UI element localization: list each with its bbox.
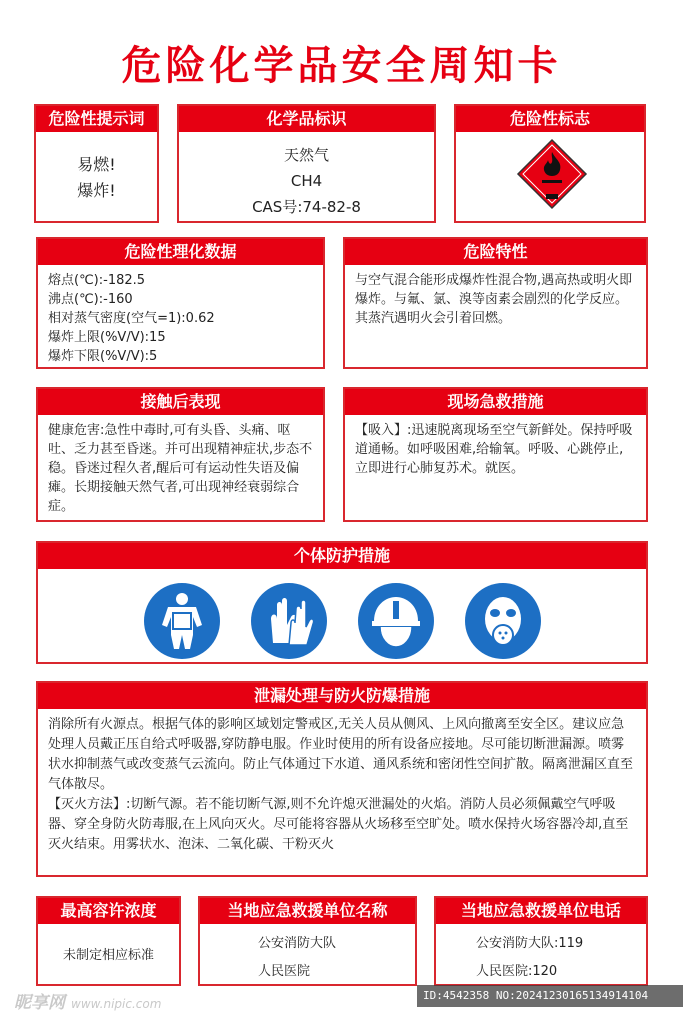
rescue-phone-box bbox=[434, 896, 648, 986]
leak-fire-box bbox=[36, 681, 648, 877]
contact-symptoms-heading: 接触后表现 bbox=[38, 389, 323, 415]
protective-gloves-icon bbox=[251, 583, 327, 659]
hazard-properties-heading: 危险特性 bbox=[345, 239, 646, 265]
chemical-formula: CH4 bbox=[290, 172, 323, 190]
chemical-name: 天然气 bbox=[283, 146, 329, 164]
upper-explosive-limit: 爆炸上限(%V/V):15 bbox=[48, 330, 166, 345]
image-id-bar: ID:4542358 NO:20241230165134914104 bbox=[417, 985, 683, 1007]
rescue-unit-fire-brigade: 公安消防大队 bbox=[258, 936, 337, 951]
max-concentration-box bbox=[36, 896, 181, 986]
watermark-brand: 昵享网 bbox=[14, 993, 65, 1013]
max-concentration-heading: 最高容许浓度 bbox=[38, 898, 179, 924]
hazard-sign-box bbox=[454, 104, 646, 223]
melting-point: 熔点(℃):-182.5 bbox=[48, 273, 146, 288]
hazard-words-heading: 危险性提示词 bbox=[36, 106, 157, 132]
chemical-identity-heading: 化学品标识 bbox=[179, 106, 434, 132]
physchem-data-box bbox=[36, 237, 325, 369]
boiling-point: 沸点(℃):-160 bbox=[48, 292, 133, 307]
physchem-data-heading: 危险性理化数据 bbox=[38, 239, 323, 265]
rescue-phone-fire-brigade: 公安消防大队:119 bbox=[476, 936, 584, 951]
contact-symptoms-text: 健康危害:急性中毒时,可有头昏、头痛、呕吐、乏力甚至昏迷。并可出现精神症状,步态不稳。昏迷过程久者,醒后可有运动性失语及偏瘫。长期接触天然气者,可出现神经衰弱综合症。 bbox=[48, 423, 313, 514]
hazard-properties-box bbox=[343, 237, 648, 369]
page-title: 危险化学品安全周知卡 bbox=[121, 43, 562, 89]
ppe-heading: 个体防护措施 bbox=[38, 543, 646, 569]
max-concentration-text: 未制定相应标准 bbox=[62, 948, 154, 963]
watermark bbox=[14, 988, 161, 1013]
protective-suit-icon bbox=[144, 583, 220, 659]
rescue-phone-hospital: 人民医院:120 bbox=[476, 964, 558, 979]
lower-explosive-limit: 爆炸下限(%V/V):5 bbox=[48, 349, 158, 364]
flammable-gas-diamond-icon bbox=[516, 138, 588, 210]
gas-mask-icon bbox=[465, 583, 541, 659]
leak-handling-text: 消除所有火源点。根据气体的影响区域划定警戒区,无关人员从侧风、上风向撤离至安全区。建议应急处理人员戴正压自给式呼吸器,穿防静电服。作业时使用的所有设备应接地。尽可能切断泄漏源。喷雾状水抑制蒸气或改变蒸气云流向。防止气体通过下水道、通风系统和密闭性空间扩散。隔离泄漏区直至气体散尽。 bbox=[48, 717, 634, 792]
hazard-sign-heading: 危险性标志 bbox=[456, 106, 644, 132]
chemical-identity-box bbox=[177, 104, 436, 223]
contact-symptoms-box bbox=[36, 387, 325, 522]
ppe-box bbox=[36, 541, 648, 664]
watermark-url: www.nipic.com bbox=[71, 997, 162, 1011]
fire-fighting-text: 【灭火方法】:切断气源。若不能切断气源,则不允许熄灭泄漏处的火焰。消防人员必须佩戴空气呼吸器、穿全身防火防毒服,在上风向灭火。尽可能将容器从火场移至空旷处。喷水保持火场容器冷却,直至灭火结束。用雾状水、泡沫、二氧化碳、干粉灭火 bbox=[48, 797, 629, 852]
first-aid-heading: 现场急救措施 bbox=[345, 389, 646, 415]
first-aid-box bbox=[343, 387, 648, 522]
first-aid-text: 【吸入】:迅速脱离现场至空气新鲜处。保持呼吸道通畅。如呼吸困难,给输氧。呼吸、心跳停止,立即进行心肺复苏术。就医。 bbox=[355, 423, 633, 476]
hazard-word-flammable: 易燃! bbox=[77, 155, 116, 174]
rescue-phone-heading: 当地应急救援单位电话 bbox=[436, 898, 646, 924]
vapor-density: 相对蒸气密度(空气=1):0.62 bbox=[48, 311, 215, 326]
rescue-unit-box bbox=[198, 896, 417, 986]
hazard-properties-text: 与空气混合能形成爆炸性混合物,遇高热或明火即爆炸。与氟、氯、溴等卤素会剧烈的化学反应。其蒸汽遇明火会引着回燃。 bbox=[355, 273, 633, 326]
leak-fire-heading: 泄漏处理与防火防爆措施 bbox=[38, 683, 646, 709]
rescue-unit-heading: 当地应急救援单位名称 bbox=[200, 898, 415, 924]
safety-helmet-icon bbox=[358, 583, 434, 659]
rescue-unit-hospital: 人民医院 bbox=[258, 964, 311, 979]
cas-number: CAS号:74-82-8 bbox=[252, 198, 361, 216]
hazard-words-box bbox=[34, 104, 159, 223]
hazard-word-explosive: 爆炸! bbox=[77, 181, 116, 200]
